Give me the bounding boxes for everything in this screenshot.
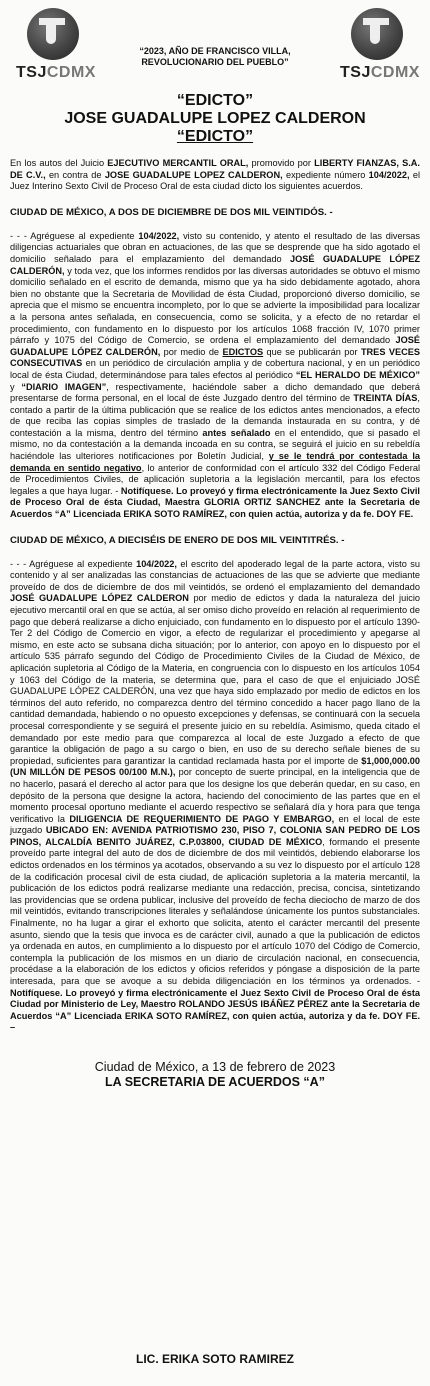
secretaria-title: LA SECRETARIA DE ACUERDOS “A” (105, 1074, 325, 1089)
tsjcdmx-emblem-icon (351, 8, 403, 60)
intro-paragraph: En los autos del Juicio EJECUTIVO MERCANTIL ORAL, promovido por LIBERTY FIANZAS, S.A. DE C.V., en contra de JOSE GUADALUPE LOPEZ CALDERON, expediente número 104/2022, el Juez Interino Sexto Civil de Proceso Oral de esta ciudad dicto los siguientes acuerdos. (10, 158, 420, 192)
place-and-date: Ciudad de México, a 13 de febrero de 2023 (94, 1059, 336, 1074)
edicto-title-underlined: “EDICTO” (176, 128, 254, 145)
edicto-title: “EDICTO” (176, 92, 254, 109)
dateline-first: CIUDAD DE MÉXICO, A DOS DE DICIEMBRE DE DOS MIL VEINTIDÓS. - (10, 206, 333, 218)
first-agreement: - - - Agréguese al expediente 104/2022, visto su contenido, y atento el resultado de las diversas diligencias actuariales que obran en actuaciones, de las que se desprende que ha sido agotado el domicilio señalado para el emplazamiento del demandado JOSÉ GUADALUPE LÓPEZ CALDERÓN, y toda vez, que los informes rendidos por las diversas autoridades se obtuvo el mismo domicilio señalado en el escrito de demanda, mismo que ya ha sido debidamente agotado, ahora bien no obstante que la Secretaria de Movilidad de ésta Ciudad, proporcionó diverso domicilio, se aprecia que el mismo se encuentra incompleto, por lo que se advierte la imposibilidad para localizar a la persona antes señalada, en consecuencia, como se solicita, y a efecto de no retardar el procedimiento, con fundamento en lo dispuesto por los artículos 1068 fracción IV, 1070 primer párrafo y 1075 del Código de Comercio, se ordena el emplazamiento del demandado JOSÉ GUADALUPE LÓPEZ CALDERÓN, por medio de EDICTOS que se publicarán por TRES VECES CONSECUTIVAS en un periódico de circulación amplia y de cobertura nacional, y en un periódico local de ésta Ciudad, determinándose para tales efectos al periódico “EL HERALDO DE MÉXICO” y “DIARIO IMAGEN”, respectivamente, haciéndole saber a dicho demandado que deberá presentarse de forma personal, en el local de éste Juzgado dentro del término de TREINTA DÍAS, contado a partir de la última publicación que se realice de los edictos antes mencionados, a efecto de que reciba las copias simples de traslado de la demanda instaurada en su contra, y dé contestación a la misma, dentro del término antes señalado en el entendido, que si pasado el mismo, no da contestación a la demanda incoada en su contra, se seguirá el juicio en su rebeldía haciéndole las ulteriores notificaciones por Boletín Judicial, y se le tendrá por contestada la demanda en sentido negativo, lo anterior de conformidad con el artículo 332 del Código Federal de Procedimientos Civiles, de aplicación supletoria a la legislación mercantil, para los efectos legales a que haya lugar. - Notifíquese. Lo proveyó y firma electrónicamente la Juez Sexto Civil de Proceso Oral de ésta Ciudad, Maestra GLORIA ORTIZ SANCHEZ ante la Secretaria de Acuerdos “A” Licenciada ERIKA SOTO RAMÍREZ, con quien actúa, autoriza y da fe. DOY FE. (10, 230, 421, 520)
signer-name: LIC. ERIKA SOTO RAMIREZ (135, 1352, 294, 1366)
tsjcdmx-logo-right (340, 8, 420, 82)
header (10, 0, 420, 92)
document-titles (10, 92, 420, 146)
logo-text-right: TSJCDMX (340, 64, 420, 81)
second-agreement: - - - Agréguese al expediente 104/2022, el escrito del apoderado legal de la parte actora, visto su contenido y al ser analizadas las constancias de actuaciones de las que se advierte que mediante proveído de dos de diciembre de dos mil veintidós, se ordenó el emplazamiento del demandado JOSÉ GUADALUPE LÓPEZ CALDERON por medio de edictos y dada la naturaleza del juicio ejecutivo mercantil oral en que se actúa, al ser omiso dicho proveído en relación al requerimiento de pago que deberá realizarse a dicho enjuiciado, con fundamento en lo dispuesto por el artículo 1390-Ter 2 del Código de Comercio en vigor, a efecto de regularizar el procedimiento y apegarse al mismo, en este acto se subsana dicha situación; por lo anterior, con apoyo en lo dispuesto por el artículo 535 párrafo segundo del Código de Procedimiento Civiles de la Ciudad de México, de aplicación supletoria al Código de la Materia, en congruencia con lo dispuesto en los artículos 1054 y 1063 del Código de la materia, se determina que, para el caso de que el enjuiciado JOSÉ GUADALUPE LÓPEZ CALDERÓN, una vez que haya sido emplazado por medio de edictos en los términos del auto referido, no comparezca dentro del término concedido a hacer pago llano de la cantidad demandada, habiendo o no opuesto excepciones y defensas, se continuará con la secuela procesal correspondiente y se seguirá el presente juicio en su rebeldía. Asimismo, queda citado el demandado por este medio para que comparezca al local de este Juzgado a efecto de que garantice la obligación de pago a su cargo o bien, en uso de su derecho señale bienes de su propiedad, suficientes para garantizar la cantidad reclamada hasta por el importe de $1,000,000.00 (UN MILLÓN DE PESOS 00/100 M.N.), por concepto de suerte principal, en la inteligencia que de no hacerlo, pasará el derecho al actor para que los designe los que deberán quedar, en su caso, en depósito de la persona que designe la actora, haciendo del conocimiento de las partes que en el momento procesal oportuno mediante el acuerdo respectivo se señalará día y hora para que tenga verificativo la DILIGENCIA DE REQUERIMIENTO DE PAGO Y EMBARGO, en el local de este juzgado UBICADO EN: AVENIDA PATRIOTISMO 230, PISO 7, COLONIA SAN PEDRO DE LOS PINOS, ALCALDÍA BENITO JUÁREZ, C.P.03800, CIUDAD DE MÉXICO, formando el presente proveído parte integral del auto de dos de diciembre de dos mil veintidós, debiendo elaborarse los edictos ordenados en los términos ya acotados, observando a su vez lo dispuesto por el artículo 128 de la codificación procesal civil de esta ciudad, de aplicación supletoria a la materia mercantil, la publicación de los edictos podrá realizarse mediante una redacción, precisa, concisa, sintetizando las providencias que se ordena publicar, inclusive del proveído de fecha dieciocho de marzo de dos mil veintidós, evitando transcripciones literales y señalándose únicamente los puntos substanciales. Finalmente, no ha lugar a girar el exhorto que solicita, atento el carácter mercantil del presente asunto, siendo que la tesis que invoca es de carácter civil, aunado a que la publicación de edictos ya ordenada en autos, en cumplimiento a lo dispuesto por el artículo 1070 del Código de Comercio, contempla la publicación de los mismos en un diario de circulación nacional, en consecuencia, procédase a la elaboración de los edictos y oficios referidos y póngase a disposición de la parte interesada, para que se avoque a su debida diligenciación en los términos ya ordenados. - Notifíquese. Lo proveyó y firma electrónicamente el Juez Sexto Civil de Proceso Oral de ésta Ciudad por Ministerio de Ley, Maestro ROLANDO JESÚS IBÁÑEZ PÉREZ ante la Secretaria de Acuerdos “A” Licenciada ERIKA SOTO RAMÍREZ, con quien actúa, autoriza y da fe. DOY FE. – (10, 558, 420, 1033)
defendant-name: JOSE GUADALUPE LOPEZ CALDERON (64, 110, 366, 127)
logo-text-left: TSJCDMX (16, 64, 96, 81)
tsjcdmx-logo-left (16, 8, 96, 82)
dateline-second: CIUDAD DE MÉXICO, A DIECISÉIS DE ENERO DE DOS MIL VEINTITRÉS. - (10, 534, 345, 546)
closing-block (10, 1060, 420, 1090)
year-slogan: “2023, AÑO DE FRANCISCO VILLA, REVOLUCIONARIO DEL PUEBLO” (139, 46, 291, 67)
tsjcdmx-emblem-icon (27, 8, 79, 60)
